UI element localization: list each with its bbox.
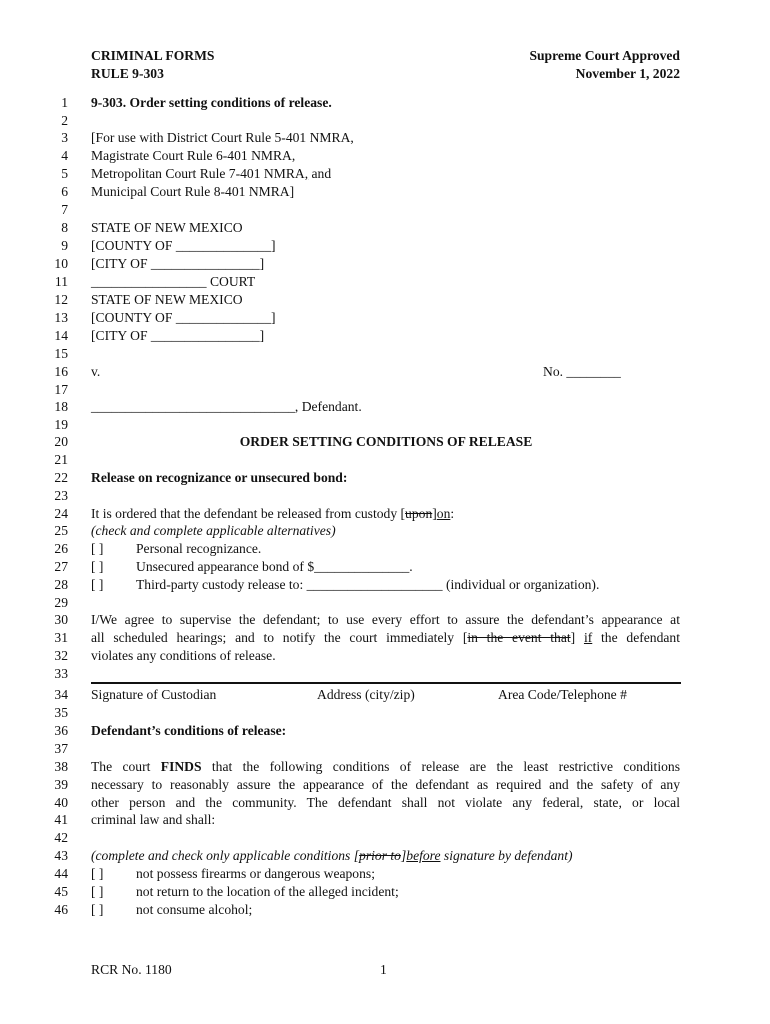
line-number: 6 <box>61 184 68 199</box>
line-number: 11 <box>54 274 68 289</box>
line-number: 16 <box>54 364 68 379</box>
line-number: 5 <box>61 166 68 181</box>
line-number: 10 <box>54 256 68 271</box>
line-number: 8 <box>61 220 68 235</box>
rule-title: 9-303. Order setting conditions of release. <box>91 95 332 110</box>
defendant-name-field: ______________________________, Defendant. <box>91 399 362 414</box>
line-number: 45 <box>54 884 68 899</box>
conditions-instruction: (complete and check only applicable conditions [prior to]before signature by defendant) <box>91 848 573 863</box>
line-number: 24 <box>54 506 68 521</box>
signature-label: Signature of Custodian <box>91 687 217 702</box>
caption-county-2: [COUNTY OF ______________] <box>91 310 276 325</box>
caption-city: [CITY OF ________________] <box>91 256 265 271</box>
line-number: 2 <box>61 113 68 128</box>
telephone-label: Area Code/Telephone # <box>498 687 627 702</box>
option-unsecured-bond: Unsecured appearance bond of $______________. <box>136 559 413 574</box>
custodian-agreement-line-3: violates any conditions of release. <box>91 648 276 663</box>
line-number: 34 <box>54 687 68 702</box>
option-personal-recognizance: Personal recognizance. <box>136 541 262 556</box>
line-number: 37 <box>54 741 68 756</box>
line-number: 25 <box>54 523 68 538</box>
line-number: 1 <box>61 95 68 110</box>
line-number: 19 <box>54 417 68 432</box>
line-number: 33 <box>54 666 68 681</box>
checkbox-third-party-custody[interactable]: [ ] <box>91 577 104 592</box>
release-instruction: (check and complete applicable alternatives) <box>91 523 336 538</box>
use-note-line-3: Metropolitan Court Rule 7-401 NMRA, and <box>91 166 332 181</box>
signature-line <box>91 682 681 684</box>
line-number: 31 <box>54 630 68 645</box>
caption-state-2: STATE OF NEW MEXICO <box>91 292 243 307</box>
line-number: 3 <box>61 130 68 145</box>
header-approval: Supreme Court Approved <box>529 48 680 63</box>
caption-county: [COUNTY OF ______________] <box>91 238 276 253</box>
custodian-agreement-line-1: I/We agree to supervise the defendant; to use every effort to assure the defendant’s appearance at <box>91 612 680 627</box>
footer-form-number: RCR No. 1180 <box>91 962 172 977</box>
line-number: 23 <box>54 488 68 503</box>
line-number: 42 <box>54 830 68 845</box>
line-number: 12 <box>54 292 68 307</box>
line-number: 15 <box>54 346 68 361</box>
findings-line-3: other person and the community. The defendant shall not violate any federal, state, or local <box>91 795 680 810</box>
conditions-heading: Defendant’s conditions of release: <box>91 723 287 738</box>
condition-no-alcohol: not consume alcohol; <box>136 902 253 917</box>
line-number: 9 <box>61 238 68 253</box>
checkbox-unsecured-bond[interactable]: [ ] <box>91 559 104 574</box>
line-number: 39 <box>54 777 68 792</box>
line-number: 36 <box>54 723 68 738</box>
condition-no-return-location: not return to the location of the alleged incident; <box>136 884 399 899</box>
findings-line-1: The court FINDS that the following conditions of release are the least restrictive conditions <box>91 759 680 774</box>
line-number: 35 <box>54 705 68 720</box>
option-third-party-custody: Third-party custody release to: ____________________ (individual or organization). <box>136 577 600 592</box>
line-number: 22 <box>54 470 68 485</box>
caption-versus: v. <box>91 364 101 379</box>
line-number: 21 <box>54 452 68 467</box>
line-number: 32 <box>54 648 68 663</box>
line-number: 20 <box>54 434 68 449</box>
caption-city-2: [CITY OF ________________] <box>91 328 265 343</box>
caption-state: STATE OF NEW MEXICO <box>91 220 243 235</box>
line-number: 28 <box>54 577 68 592</box>
line-number: 41 <box>54 812 68 827</box>
findings-line-4: criminal law and shall: <box>91 812 216 827</box>
use-note-line-1: [For use with District Court Rule 5-401 NMRA, <box>91 130 354 145</box>
line-number: 30 <box>54 612 68 627</box>
line-number: 43 <box>54 848 68 863</box>
line-number: 14 <box>54 328 68 343</box>
case-number-field: No. ________ <box>543 364 621 379</box>
line-number: 40 <box>54 795 68 810</box>
line-number: 17 <box>54 382 68 397</box>
header-approval-date: November 1, 2022 <box>575 66 680 81</box>
line-number: 4 <box>61 148 68 163</box>
line-number: 18 <box>54 399 68 414</box>
use-note-line-4: Municipal Court Rule 8-401 NMRA] <box>91 184 295 199</box>
checkbox-no-return-location[interactable]: [ ] <box>91 884 104 899</box>
line-number: 26 <box>54 541 68 556</box>
custodian-agreement-line-2: all scheduled hearings; and to notify the court immediately [in the event that] if the defendant <box>91 630 680 645</box>
line-number: 27 <box>54 559 68 574</box>
line-number: 38 <box>54 759 68 774</box>
address-label: Address (city/zip) <box>317 687 415 702</box>
header-form-series: CRIMINAL FORMS <box>91 48 215 63</box>
header-rule-number: RULE 9-303 <box>91 66 164 81</box>
form-title: ORDER SETTING CONDITIONS OF RELEASE <box>239 434 533 449</box>
condition-no-firearms: not possess firearms or dangerous weapons; <box>136 866 375 881</box>
use-note-line-2: Magistrate Court Rule 6-401 NMRA, <box>91 148 296 163</box>
checkbox-no-alcohol[interactable]: [ ] <box>91 902 104 917</box>
line-number: 44 <box>54 866 68 881</box>
line-number: 46 <box>54 902 68 917</box>
line-number: 29 <box>54 595 68 610</box>
line-number: 7 <box>61 202 68 217</box>
checkbox-personal-recognizance[interactable]: [ ] <box>91 541 104 556</box>
checkbox-no-firearms[interactable]: [ ] <box>91 866 104 881</box>
caption-court: _________________ COURT <box>91 274 256 289</box>
release-heading: Release on recognizance or unsecured bond: <box>91 470 348 485</box>
findings-line-2: necessary to reasonably assure the appearance of the defendant as required and the safety of any <box>91 777 680 792</box>
footer-page-number: 1 <box>380 962 387 977</box>
line-number: 13 <box>54 310 68 325</box>
release-order-text: It is ordered that the defendant be released from custody [upon]on: <box>91 506 455 521</box>
